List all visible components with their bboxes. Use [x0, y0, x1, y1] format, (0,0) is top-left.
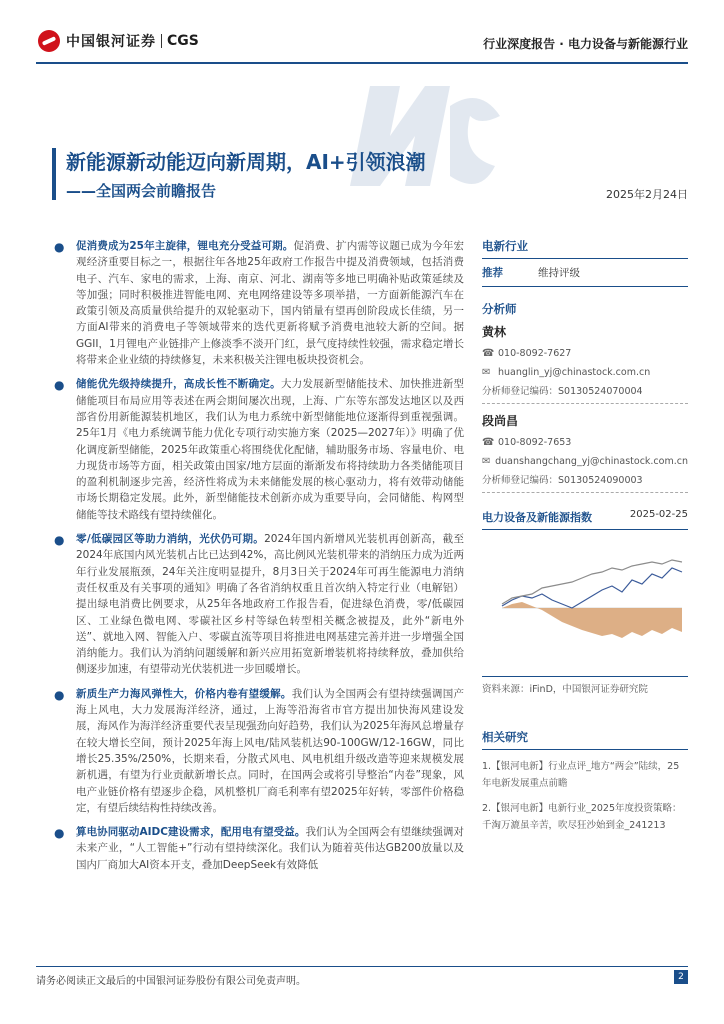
paragraph-lead: 储能优先级持续提升，高成长性不断确定。 — [76, 378, 281, 391]
analyst-phone — [482, 344, 688, 363]
page-header — [0, 0, 724, 62]
galaxy-logo-icon — [38, 30, 60, 52]
report-type: 行业深度报告 · 电力设备与新能源行业 — [483, 37, 688, 51]
index-chart — [482, 538, 688, 672]
industry-label: 电新行业 — [482, 238, 688, 259]
paragraph-text: 促消费、扩内需等议题已成为今年宏观经济重要目标之一，根据往年各地25年政府工作报告中提及消费领域，包括消费电子、汽车、家电的需求，上海、南京、河北、湖南等多地已明确补贴政策延续及等加强；同时积极推进智能电网、充电网络建设等多项举措，一方面新能源汽车在政策引领及高质量供给提升的双轮驱动下，国内销量有望再创阶段成长佳绩，另一方面AI带来的消费电子等领域带来的迭代更新将赋予消费电池较大新的空间。据GGII，1月锂电产业链排产上修淡季不淡开门红，景气度持续性较强，需求稳定增长将带来企业业绩的持续修复，未来积极关注锂电板块投资机会。 — [76, 240, 464, 367]
analyst-phone — [482, 433, 688, 452]
email-address[interactable]: huanglin_yj@chinastock.com.cn — [498, 367, 651, 378]
paragraph-text: 我们认为全国两会有望持续强调国产海上风电，大力发展海洋经济，通过，上海等沿海省市官方提出加快海风建设发展，海风作为海洋经济重要代表呈现强劲向好趋势，我们认为2025年海风总增量存在较大增长空间，预计2025年海上风电/陆风装机达90-100GW/12-16GW，同比增长25.35%/250%，长期来看，分散式风电、风电机组升级改造等迎来规模发展新机遇，有望为行业贡献新增长点。同时，在国两会或将引导整治“内卷”现象，风电产业链价格有望逐步企稳，风机整机厂商毛利率有望2025年好转，零部件价格稳定，有望后续结构性持续改善。 — [76, 687, 465, 814]
paragraph-lead: 促消费成为25年主旋律，锂电充分受益可期。 — [76, 240, 294, 252]
chart-header — [482, 509, 688, 530]
sidebar — [482, 238, 688, 834]
phone-icon: ☎ — [482, 437, 495, 448]
rating-key: 推荐 — [482, 267, 503, 279]
analyst-cert: 分析师登记编码：S0130524070004 — [482, 382, 688, 404]
paragraph-lead: 算电协同驱动AIDC建设需求，配用电有望受益。 — [76, 826, 306, 839]
title-accent-bar — [52, 148, 56, 200]
paragraph-text: 大力发展新型储能技术、加快推进新型储能项目布局应用等表述在两会期间屡次出现，上海、广东等东部发达地区以及西部省份用新能源装机地区，我们认为电力系统中新型储能地位逐渐得到重视强调。25年1月《电力系统调节能力优化专项行动实施方案（2025—2027年）》明确了优化调度新型储能，2025年政策重心将围绕优化配储，辅助服务市场、容量电价、电力现货市场等方面，相关政策由国家/地方层面的渐渐发布将持续助力各类储能项目的盈利机制逐步完善，经济性将成为未来储能发展的核心驱动力，将有效带动储能市场长期稳定发展。此外，新型储能技术创新亦成为重要导向，会同储能、构网型储能等技术路线有望持续催化。 — [76, 378, 465, 521]
report-subtitle: ——全国两会前瞻报告 — [66, 182, 217, 200]
phone-icon: ☎ — [482, 348, 495, 359]
paragraph-text: 我们认为全国两会有望继续强调对未来产业，“人工智能+”行动有望持续深化。我们认为随着英伟达GB200放量以及国内厂商加大AI资本开支，叠加DeepSeek有效降低 — [76, 826, 464, 871]
rating-row — [482, 259, 688, 287]
paragraph — [50, 824, 464, 873]
email-icon: ✉ — [482, 367, 491, 378]
bullet-icon: ● — [54, 378, 65, 393]
bullet-icon: ● — [54, 826, 65, 841]
chart-source: 资料来源：iFinD，中国银河证券研究院 — [482, 676, 688, 695]
analyst-email[interactable] — [482, 363, 688, 382]
paragraph-lead: 新质生产力海风弹性大，价格内卷有望缓解。 — [76, 687, 292, 700]
footer-divider — [36, 966, 688, 967]
chart-title: 电力设备及新能源指数 — [482, 511, 592, 524]
related-research-title: 相关研究 — [482, 729, 688, 750]
report-date: 2025年2月24日 — [606, 188, 688, 201]
paragraph — [50, 686, 464, 816]
brand-separator — [161, 34, 162, 48]
chart-date: 2025-02-25 — [629, 509, 688, 520]
brand-logo — [38, 30, 199, 52]
paragraph — [50, 531, 464, 678]
watermark-logo-icon — [330, 66, 510, 206]
paragraph-text: 2024年国内新增风光装机再创新高，截至2024年底国内风光装机占比已达到42%，高比例风光装机带来的消纳压力成为近两年行业发展瓶颈，24年关注度明显提升，8月3日关于2024年可再生能源电力消纳责任权重及有关事项的通知》明确了各省消纳权重且首次纳入特定行业（电解铝）提出绿电消费比例要求，从25年各地政府工作报告看，促进绿色消费，零/低碳园区、工业绿色微电网、零碳社区乡村等绿色转型相关概念被提及，此外“新电外送”、就地入网、智能入户、零碳直流等项目将推进电网基建完善并进一步增强全国消纳能力。我们认为消纳问题缓解和新兴应用拓宽新增装机将持续释放，叠加供给侧逐步加速，有望带动光伏装机进一步回暖增长。 — [76, 533, 464, 676]
analyst-card — [482, 412, 688, 493]
index-chart-svg — [482, 538, 688, 668]
email-icon: ✉ — [482, 456, 491, 467]
bullet-icon: ● — [54, 533, 65, 548]
email-address[interactable]: duanshangchang_yj@chinastock.com.cn — [495, 456, 688, 467]
main-content — [50, 238, 464, 881]
phone-number: 010-8092-7653 — [498, 437, 572, 448]
brand-name-cn: 中国银河证券 — [66, 34, 156, 50]
analyst-card — [482, 323, 688, 404]
paragraph-lead: 零/低碳园区等助力消纳，光伏仍可期。 — [76, 533, 265, 546]
analyst-email[interactable] — [482, 452, 688, 471]
header-divider — [36, 62, 688, 64]
related-item[interactable]: 2.【银河电新】电新行业_2025年度投资策略：千淘万漉虽辛苦，吹尽狂沙始到金_241213 — [482, 803, 682, 831]
paragraph — [50, 238, 464, 368]
bullet-icon: ● — [54, 240, 65, 254]
analyst-name: 段尚昌 — [482, 414, 519, 428]
analyst-name: 黄林 — [482, 325, 507, 339]
analyst-cert: 分析师登记编码：S0130524090003 — [482, 471, 688, 493]
brand-name-en: CGS — [167, 33, 199, 49]
page-number: 2 — [674, 970, 688, 984]
related-item[interactable]: 1.【银河电新】行业点评_地方“两会”陆续，25年电新发展重点前瞻 — [482, 761, 680, 789]
bullet-icon: ● — [54, 687, 65, 702]
phone-number: 010-8092-7627 — [498, 348, 572, 359]
footer-disclaimer: 请务必阅读正文最后的中国银河证券股份有限公司免责声明。 — [36, 976, 306, 987]
analyst-section-title: 分析师 — [482, 302, 517, 316]
paragraph — [50, 376, 464, 523]
report-title: 新能源新动能迈向新周期，AI+引领浪潮 — [66, 150, 426, 174]
rating-value: 维持评级 — [538, 267, 580, 279]
